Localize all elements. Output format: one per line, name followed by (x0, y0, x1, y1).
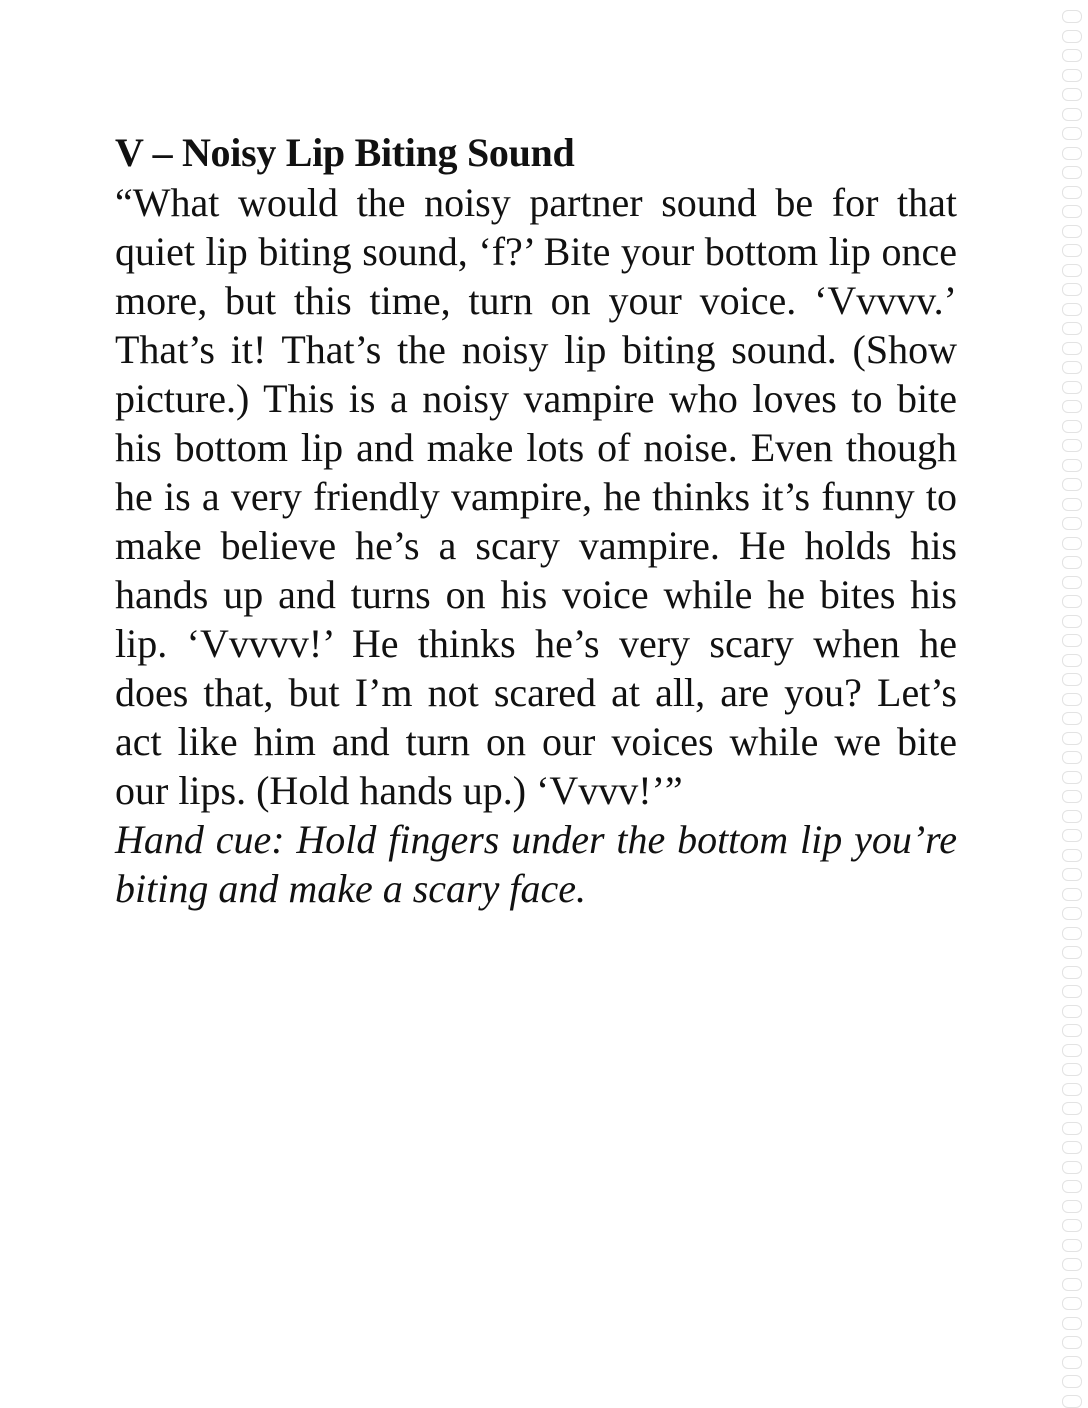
binding-hole (1062, 673, 1082, 686)
binding-hole (1062, 712, 1082, 725)
binding-hole (1062, 166, 1082, 179)
binding-hole (1062, 654, 1082, 667)
binding-hole (1062, 1180, 1082, 1193)
binding-hole (1062, 985, 1082, 998)
binding-hole (1062, 1239, 1082, 1252)
binding-hole (1062, 1317, 1082, 1330)
binding-hole (1062, 478, 1082, 491)
binding-hole (1062, 1356, 1082, 1369)
binding-hole (1062, 907, 1082, 920)
binding-hole (1062, 1102, 1082, 1115)
binding-hole (1062, 1219, 1082, 1232)
binding-hole (1062, 186, 1082, 199)
binding-hole (1062, 88, 1082, 101)
spiral-binding-holes (1060, 0, 1084, 1408)
binding-hole (1062, 322, 1082, 335)
binding-hole (1062, 517, 1082, 530)
binding-hole (1062, 381, 1082, 394)
binding-hole (1062, 751, 1082, 764)
binding-hole (1062, 1044, 1082, 1057)
binding-hole (1062, 537, 1082, 550)
binding-hole (1062, 400, 1082, 413)
binding-hole (1062, 1200, 1082, 1213)
binding-hole (1062, 1141, 1082, 1154)
binding-hole (1062, 225, 1082, 238)
binding-hole (1062, 264, 1082, 277)
binding-hole (1062, 1161, 1082, 1174)
binding-hole (1062, 771, 1082, 784)
binding-hole (1062, 1336, 1082, 1349)
binding-hole (1062, 459, 1082, 472)
binding-hole (1062, 1063, 1082, 1076)
binding-hole (1062, 303, 1082, 316)
binding-hole (1062, 790, 1082, 803)
binding-hole (1062, 634, 1082, 647)
binding-hole (1062, 927, 1082, 940)
binding-hole (1062, 1375, 1082, 1388)
binding-hole (1062, 498, 1082, 511)
binding-hole (1062, 810, 1082, 823)
binding-hole (1062, 1005, 1082, 1018)
binding-hole (1062, 10, 1082, 23)
binding-hole (1062, 1024, 1082, 1037)
binding-hole (1062, 1297, 1082, 1310)
binding-hole (1062, 49, 1082, 62)
binding-hole (1062, 1278, 1082, 1291)
binding-hole (1062, 732, 1082, 745)
binding-hole (1062, 439, 1082, 452)
document-content (115, 128, 957, 913)
binding-hole (1062, 829, 1082, 842)
binding-hole (1062, 693, 1082, 706)
binding-hole (1062, 420, 1082, 433)
binding-hole (1062, 205, 1082, 218)
body-paragraph: “What would the noisy partner sound be for that quiet lip biting sound, ‘f?’ Bite your bottom lip once more, but this time, turn on your voice. ‘Vvvvv.’ That’s it! That’s the noisy lip biting sound. (Show picture.) This is a noisy vampire who loves to bite his bottom lip and make lots of noise. Even though he is a very friendly vampire, he thinks it’s funny to make believe he’s a scary vampire. He holds his hands up and turns on his voice while he bites his lip. ‘Vvvvv!’ He thinks he’s very scary when he does that, but I’m not scared at all, are you? Let’s act like him and turn on our voices while we bite our lips. (Hold hands up.) ‘Vvvv!’” (115, 180, 957, 813)
binding-hole (1062, 556, 1082, 569)
section-heading: V – Noisy Lip Biting Sound (115, 130, 575, 175)
binding-hole (1062, 946, 1082, 959)
binding-hole (1062, 283, 1082, 296)
binding-hole (1062, 342, 1082, 355)
binding-hole (1062, 1122, 1082, 1135)
binding-hole (1062, 1258, 1082, 1271)
binding-hole (1062, 595, 1082, 608)
binding-hole (1062, 966, 1082, 979)
binding-hole (1062, 108, 1082, 121)
binding-hole (1062, 888, 1082, 901)
hand-cue-note: Hand cue: Hold fingers under the bottom lip you’re biting and make a scary face. (115, 817, 957, 911)
binding-hole (1062, 127, 1082, 140)
binding-hole (1062, 849, 1082, 862)
binding-hole (1062, 576, 1082, 589)
binding-hole (1062, 615, 1082, 628)
binding-hole (1062, 361, 1082, 374)
binding-hole (1062, 1083, 1082, 1096)
binding-hole (1062, 30, 1082, 43)
binding-hole (1062, 868, 1082, 881)
binding-hole (1062, 1395, 1082, 1408)
binding-hole (1062, 69, 1082, 82)
binding-hole (1062, 147, 1082, 160)
binding-hole (1062, 244, 1082, 257)
